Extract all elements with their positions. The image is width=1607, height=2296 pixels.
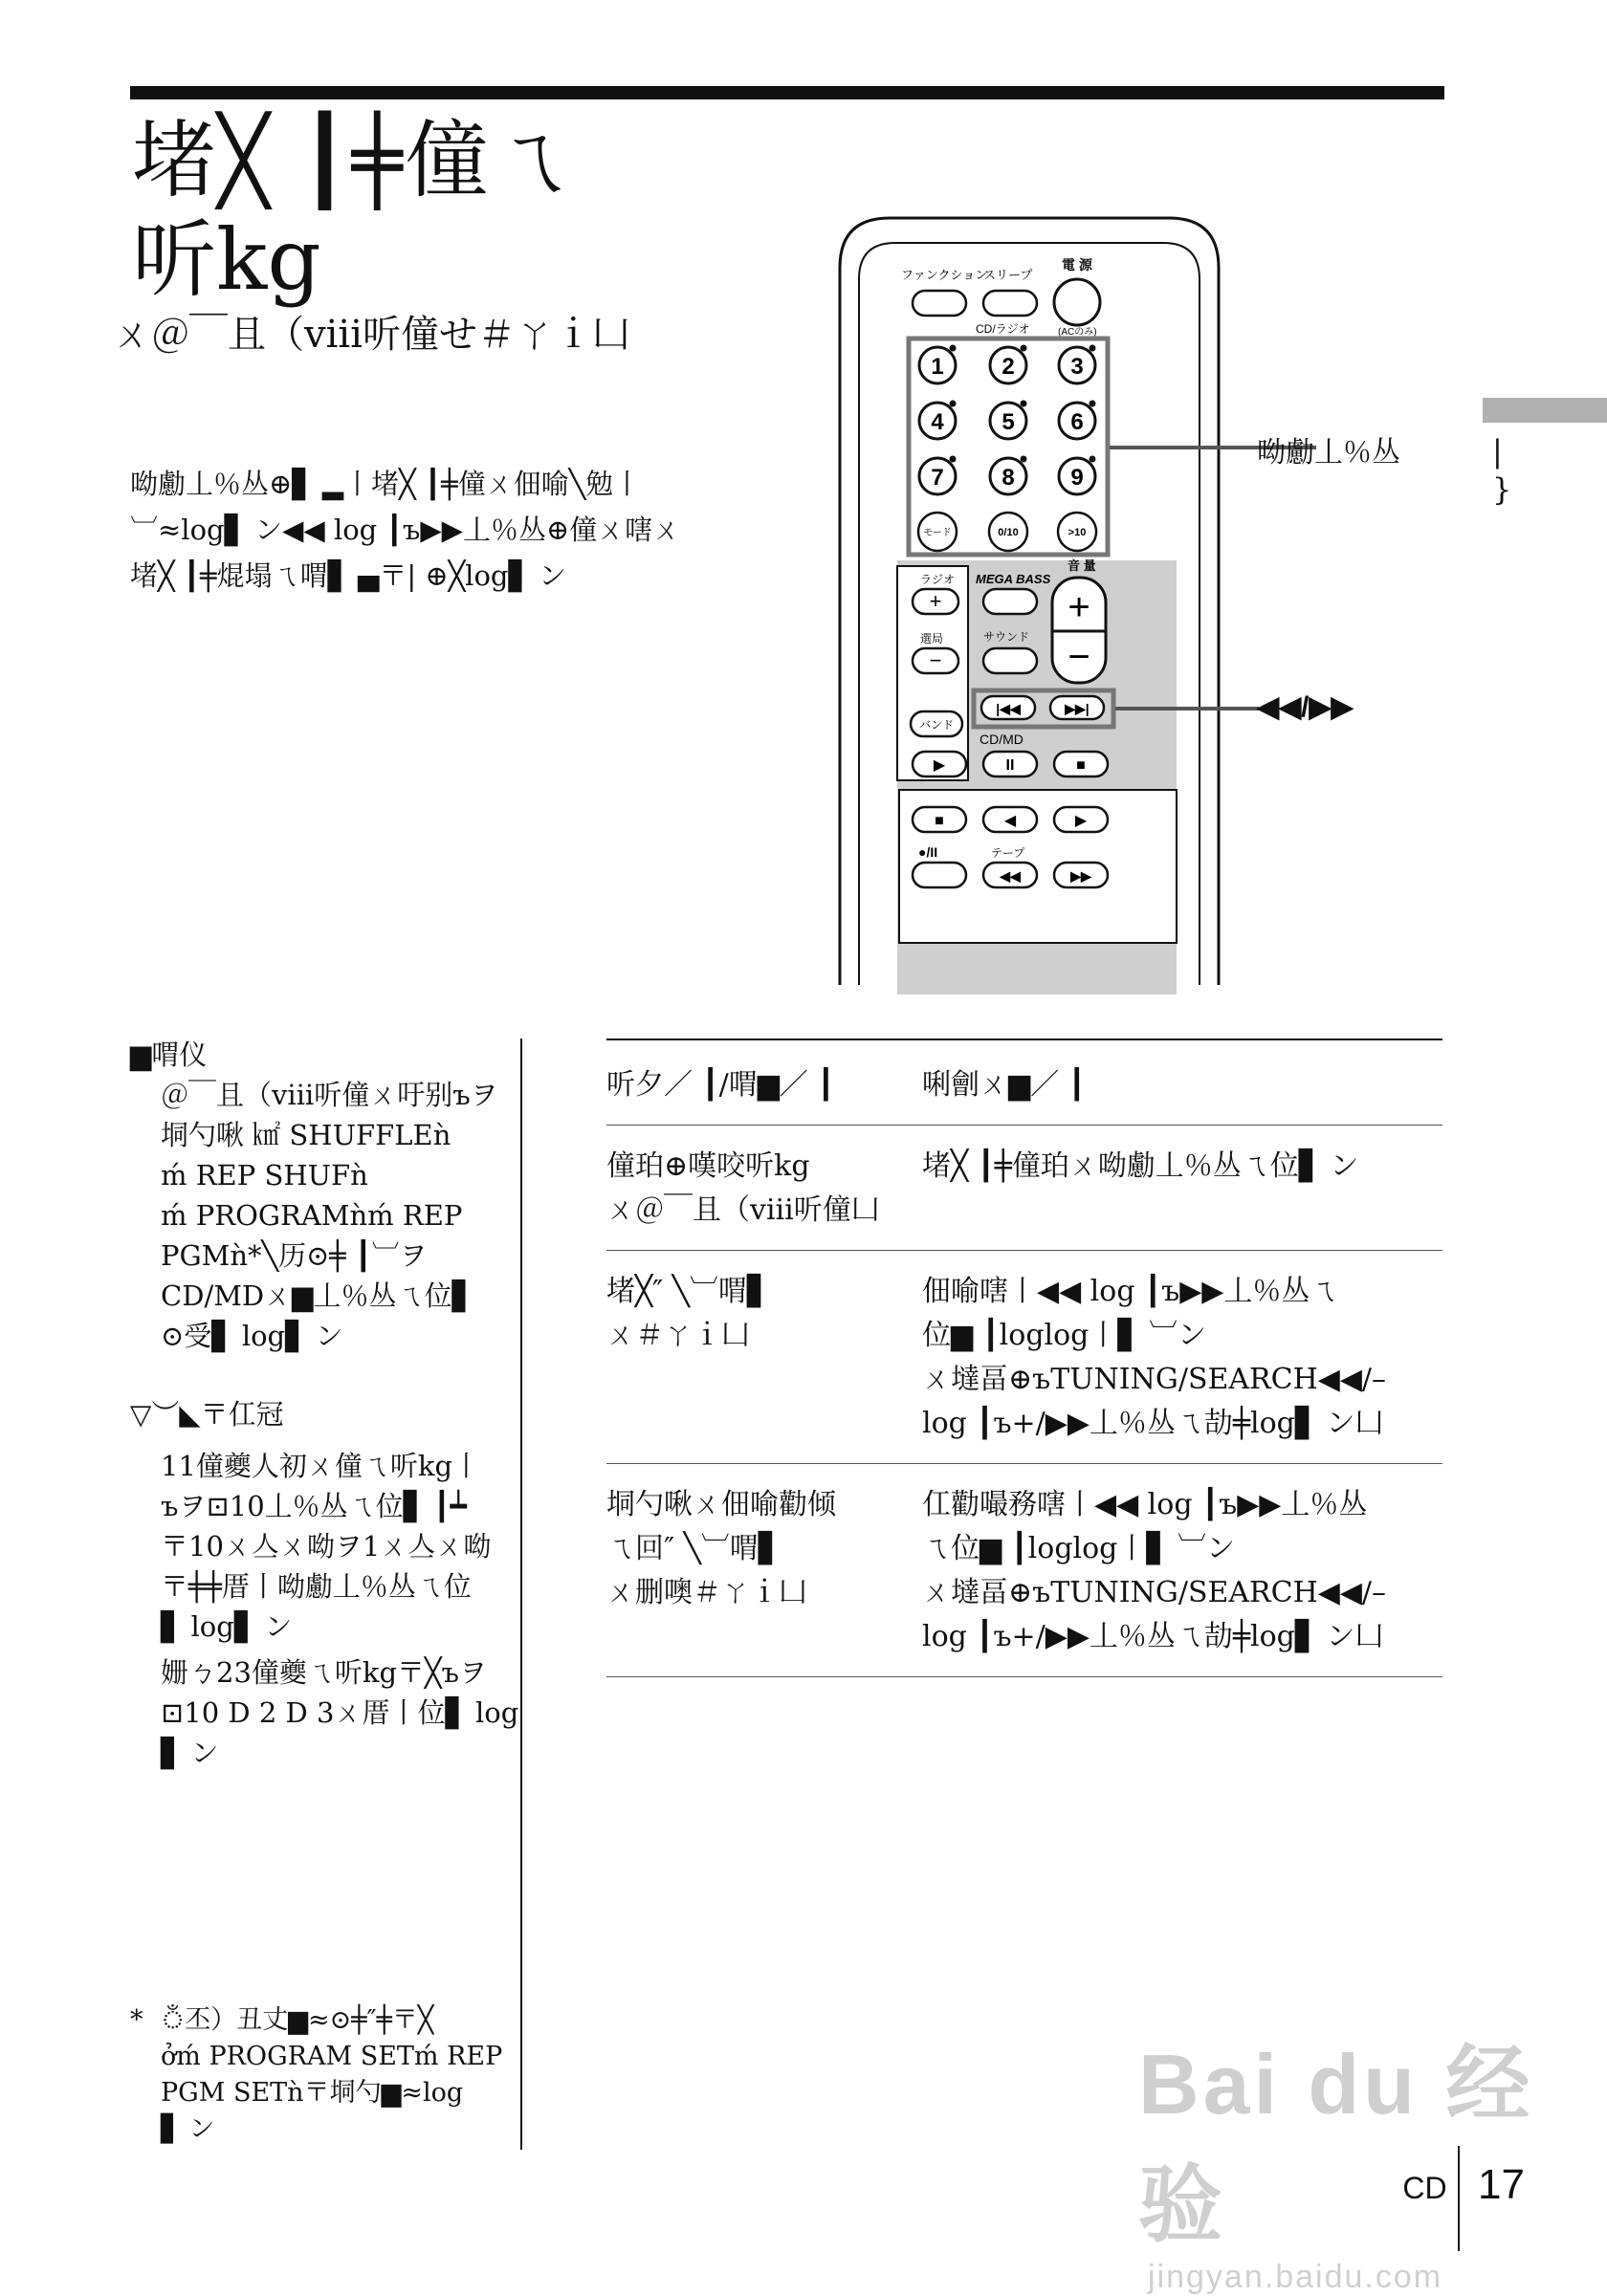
sleep-button[interactable] <box>983 291 1037 316</box>
notes-column <box>130 1035 519 1773</box>
column-divider <box>520 1039 522 2150</box>
note-body <box>130 1652 519 1773</box>
table-row <box>606 1464 1442 1676</box>
text-line: ⊡10 D 2 D 3ㄨ厝丨位▋ log <box>161 1696 519 1729</box>
text-line: 11僮夔人初ㄨ僮ㄟ听kg丨 <box>161 1450 481 1482</box>
svg-text:▶: ▶ <box>933 757 946 774</box>
svg-text:バンド: バンド <box>918 718 955 732</box>
page-title: 堵╳ ┃╪僮ㄟ <box>132 111 577 209</box>
table-header <box>606 1040 1442 1125</box>
callout-label-numbers: 呦勴丄％丛 <box>1257 436 1400 470</box>
svg-text:0/10: 0/10 <box>998 527 1019 538</box>
text-line: PGMǹ*╲历⊙╪ ┃︺ヲ <box>161 1239 428 1272</box>
svg-text:▶: ▶ <box>1074 813 1088 829</box>
intro-paragraph <box>130 461 781 599</box>
svg-text:■: ■ <box>1076 757 1086 774</box>
indicator-dot <box>1090 401 1096 407</box>
digit-label: 2 <box>1002 354 1015 380</box>
svg-text:■: ■ <box>935 813 944 829</box>
page-subtitle: ㄨ＠￣且（ⅷ听僮せ＃ㄚｉ凵 <box>113 313 630 357</box>
ac-only-label: (ACのみ) <box>1058 327 1097 338</box>
sound-label: サウンド <box>983 630 1030 644</box>
text-line: 〒╪╪厝丨呦勴丄％丛ㄟ位 <box>161 1570 472 1603</box>
sound-button[interactable] <box>983 648 1037 673</box>
baidu-watermark: Bai du 经验 jingyan.baidu.com <box>1138 2037 1534 2295</box>
table-cell-action: 堵╳ ┃╪僮珀ㄨ呦勴丄％丛ㄟ位▋ ン <box>922 1149 1359 1183</box>
radio-label: ラジオ <box>920 573 956 586</box>
callout-label-skip: ◀◀/▶▶ <box>1257 691 1354 723</box>
svg-text:▶▶: ▶▶ <box>1070 868 1091 884</box>
digit-label: 9 <box>1070 465 1084 491</box>
mega-bass-button[interactable] <box>983 589 1037 614</box>
svg-text:II: II <box>1005 757 1015 774</box>
cd-radio-label: CD/ラジオ <box>976 322 1030 336</box>
note-heading: ▆喟仪 <box>130 1039 208 1071</box>
text-line: CD/MDㄨ▆丄％丛ㄟ位▋ <box>161 1279 473 1312</box>
sleep-label: スリープ <box>983 268 1033 282</box>
text-line: ъヲ⊡10丄％丛ㄟ位▋ ┃┷ <box>161 1490 468 1522</box>
table-cell-action: 仜勸嘬務嗐丨◀◀ log ┃ъ▶▶丄％丛 ㄟ位▆ ┃loglog丨▋ ︺ン ㄨ墶畐⊕ъTUNING/SEARCH◀◀/– log ┃ъ+/▶▶丄％丛ㄟ劼╪log▋ ン凵 <box>922 1488 1387 1653</box>
digit-label: 5 <box>1002 409 1015 435</box>
volume-label: 音 量 <box>1068 558 1096 573</box>
tuning-label: 選局 <box>920 632 944 645</box>
indicator-dot <box>950 345 957 352</box>
table-header-col1: 听夕／ ┃/喟▆／ ┃ <box>606 1068 835 1102</box>
text-line: 〒10ㄨ亼ㄨ呦ヲ1ㄨ亼ㄨ呦 <box>161 1530 492 1563</box>
indicator-dot <box>950 401 957 407</box>
text-line: 垌勺啾 ㎢ SHUFFLEǹ <box>161 1119 451 1151</box>
indicator-dot <box>1021 401 1027 407</box>
digit-label: 4 <box>931 409 944 435</box>
indicator-dot <box>1090 456 1096 463</box>
text-line: ঁ丕）丑丈▆≈⊙╪″╪〒╳ <box>161 2005 434 2035</box>
digit-label: 6 <box>1070 409 1084 435</box>
table-cell-condition: 垌勺啾ㄨ佃喻勸倾 ㄟ回″ ╲︺喟▋ ㄨ删噢＃ㄚｉ凵 <box>606 1488 836 1609</box>
text-line: ▋ ン <box>161 1737 219 1769</box>
note-body <box>130 1075 513 1356</box>
svg-text:−: − <box>929 648 942 672</box>
table-cell-condition: 堵╳″ ╲︺喟▋ ㄨ＃ㄚｉ凵 <box>606 1275 769 1352</box>
rec-pause-label: ●/II <box>918 844 938 860</box>
top-rule <box>130 86 1444 99</box>
indicator-dot <box>1021 456 1027 463</box>
function-button[interactable] <box>913 291 966 316</box>
footnote: * ঁ丕）丑丈▆≈⊙╪″╪〒╳ ởḿ PROGRAM SETḿ REP PGM SETǹ〒垌勺▆≈log ▋ ン <box>130 2002 513 2148</box>
digit-label: 8 <box>1002 465 1015 491</box>
table-header-col2: 唎劊ㄨ▆／ ┃ <box>922 1068 1086 1102</box>
digit-label: 3 <box>1070 354 1084 380</box>
number-pad <box>919 345 1096 495</box>
page-number: 17 <box>1478 2161 1525 2208</box>
mega-bass-label: MEGA BASS <box>976 572 1051 586</box>
power-label: 電 源 <box>1062 257 1092 273</box>
svg-text:|◀◀: |◀◀ <box>996 701 1021 716</box>
table-cell-condition: 僮珀⊕嘆咬听kg ㄨ＠￣且（ⅷ听僮凵 <box>606 1149 880 1227</box>
side-tab <box>1483 398 1607 423</box>
svg-text:モード: モード <box>923 528 952 538</box>
text-line: 姗ㄅ23僮夔ㄟ听kg〒╳ъヲ <box>161 1656 487 1689</box>
intro-line: ︺≈log▋ ン◀◀ log ┃ъ▶▶丄％丛⊕僮ㄨ嗐ㄨ <box>130 514 681 546</box>
digit-label: 7 <box>931 465 944 491</box>
power-button[interactable] <box>1054 279 1100 325</box>
table-cell-action: 佃喻嗐丨◀◀ log ┃ъ▶▶丄％丛ㄟ 位▆ ┃loglog丨▋ ︺ン ㄨ墶畐⊕ъTUNING/SEARCH◀◀/– log ┃ъ+/▶▶丄％丛ㄟ劼╪log▋ ン凵 <box>922 1275 1387 1440</box>
indicator-dot <box>950 456 957 463</box>
text-line: ḿ PROGRAMǹḿ REP <box>161 1199 463 1232</box>
intro-line: 呦勴丄％丛⊕▋ ▂丨堵╳ ┃╪僮ㄨ佃喻╲勉丨 <box>130 468 642 500</box>
indicator-dot <box>1021 345 1027 352</box>
svg-text:+: + <box>929 589 942 613</box>
svg-text:◀◀: ◀◀ <box>1000 868 1021 884</box>
page-title-line2: 听kg <box>132 210 321 309</box>
table-row <box>606 1126 1442 1250</box>
svg-text:>10: >10 <box>1068 527 1087 538</box>
remote-control-illustration <box>832 210 1234 995</box>
intro-line: 堵╳ ┃╪焜塌ㄟ喟▋ ▄〒| ⊕╳log▋ ン <box>130 559 566 592</box>
text-line: ▋ log▋ ン <box>161 1610 293 1643</box>
table-row <box>606 1251 1442 1463</box>
text-line: ḿ REP SHUFǹ <box>161 1159 368 1192</box>
digit-label: 1 <box>931 354 944 380</box>
callout-extension-skip <box>1234 707 1259 711</box>
text-line: ⊙受▋ log▋ ン <box>161 1320 343 1352</box>
rec-pause-button[interactable] <box>913 863 966 887</box>
footer-section: CD <box>1402 2171 1447 2205</box>
function-label: ファンクション <box>901 268 988 282</box>
operations-table <box>606 1039 1442 1677</box>
tape-label: テープ <box>991 846 1025 860</box>
text-line: ởḿ PROGRAM SETḿ REP <box>161 2042 503 2071</box>
text-line: PGM SETǹ〒垌勺▆≈log <box>161 2078 464 2108</box>
indicator-dot <box>1090 345 1096 352</box>
svg-text:▶▶|: ▶▶| <box>1065 701 1090 716</box>
text-line: ▋ ン <box>161 2114 215 2144</box>
svg-text:◀: ◀ <box>1003 813 1017 829</box>
cd-md-label: CD/MD <box>980 732 1024 747</box>
side-marks: | } <box>1492 433 1512 508</box>
note-body <box>130 1446 513 1647</box>
svg-text:−: − <box>1068 636 1090 678</box>
note-heading: ▽︶◣〒仜冠 <box>130 1398 284 1431</box>
svg-text:+: + <box>1068 586 1090 628</box>
text-line: ＠￣且（ⅷ听僮ㄨ吁别ъヲ <box>161 1079 498 1111</box>
